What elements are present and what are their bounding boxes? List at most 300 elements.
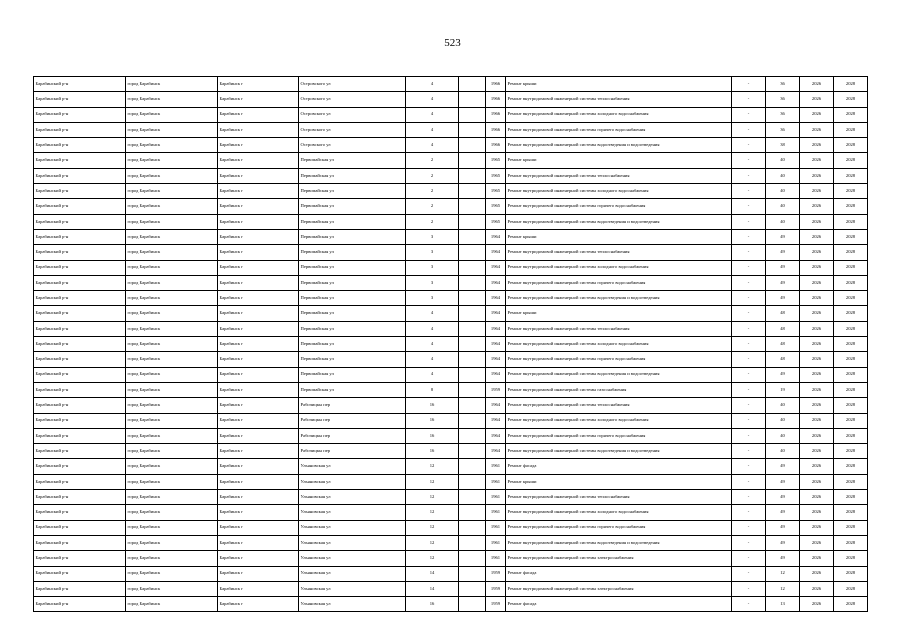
cell-street: Ульяновская ул — [299, 474, 406, 489]
cell-district: Барабинский р-н — [34, 474, 126, 489]
cell-plan-year-start: 2026 — [800, 581, 834, 596]
cell-work-type: Ремонт внутридомовой инженерной системы водоотведения и водоотведения — [506, 291, 732, 306]
cell-settlement: город Барабинск — [126, 520, 218, 535]
cell-district: Барабинский р-н — [34, 444, 126, 459]
cell-district: Барабинский р-н — [34, 199, 126, 214]
cell-street: Ульяновская ул — [299, 459, 406, 474]
cell-area: 49 — [766, 505, 800, 520]
cell-building — [459, 107, 486, 122]
cell-blank: - — [732, 444, 766, 459]
cell-area: 48 — [766, 352, 800, 367]
table-row — [34, 505, 868, 520]
table-row — [34, 597, 868, 612]
cell-area: 49 — [766, 260, 800, 275]
cell-settlement: город Барабинск — [126, 153, 218, 168]
table-row — [34, 306, 868, 321]
cell-area: 38 — [766, 138, 800, 153]
cell-street: Ульяновская ул — [299, 581, 406, 596]
cell-district: Барабинский р-н — [34, 122, 126, 137]
cell-locality: Барабинск г — [218, 551, 299, 566]
cell-district: Барабинский р-н — [34, 321, 126, 336]
cell-settlement: город Барабинск — [126, 184, 218, 199]
cell-district: Барабинский р-н — [34, 184, 126, 199]
cell-blank: - — [732, 551, 766, 566]
repair-schedule-table — [33, 76, 868, 612]
cell-plan-year-end: 2028 — [834, 122, 868, 137]
cell-building — [459, 428, 486, 443]
cell-plan-year-start: 2026 — [800, 199, 834, 214]
cell-blank: - — [732, 337, 766, 352]
cell-blank: - — [732, 474, 766, 489]
cell-area: 19 — [766, 382, 800, 397]
table-row — [34, 153, 868, 168]
cell-settlement: город Барабинск — [126, 168, 218, 183]
cell-settlement: город Барабинск — [126, 444, 218, 459]
cell-area: 49 — [766, 275, 800, 290]
cell-plan-year-start: 2026 — [800, 490, 834, 505]
cell-plan-year-end: 2028 — [834, 566, 868, 581]
cell-settlement: город Барабинск — [126, 382, 218, 397]
cell-plan-year-end: 2028 — [834, 367, 868, 382]
cell-year-built: 1964 — [486, 337, 506, 352]
cell-building — [459, 367, 486, 382]
cell-work-type: Ремонт внутридомовой инженерной системы электроснабжения — [506, 551, 732, 566]
cell-building — [459, 138, 486, 153]
cell-plan-year-end: 2028 — [834, 398, 868, 413]
cell-plan-year-start: 2026 — [800, 245, 834, 260]
cell-area: 40 — [766, 398, 800, 413]
cell-house-number: 3 — [406, 260, 459, 275]
cell-district: Барабинский р-н — [34, 581, 126, 596]
cell-street: Первомайская ул — [299, 367, 406, 382]
cell-year-built: 1959 — [486, 566, 506, 581]
cell-district: Барабинский р-н — [34, 92, 126, 107]
cell-locality: Барабинск г — [218, 306, 299, 321]
cell-street: Первомайская ул — [299, 291, 406, 306]
cell-house-number: 12 — [406, 490, 459, 505]
page-number: 523 — [444, 37, 461, 49]
table-row — [34, 551, 868, 566]
cell-settlement: город Барабинск — [126, 291, 218, 306]
cell-settlement: город Барабинск — [126, 597, 218, 612]
cell-plan-year-end: 2028 — [834, 153, 868, 168]
cell-locality: Барабинск г — [218, 260, 299, 275]
cell-blank: - — [732, 505, 766, 520]
cell-work-type: Ремонт внутридомовой инженерной системы горячего водоснабжения — [506, 275, 732, 290]
cell-year-built: 1959 — [486, 382, 506, 397]
table-row — [34, 77, 868, 92]
cell-plan-year-start: 2026 — [800, 92, 834, 107]
cell-building — [459, 122, 486, 137]
cell-year-built: 1961 — [486, 551, 506, 566]
cell-year-built: 1964 — [486, 444, 506, 459]
cell-house-number: 14 — [406, 581, 459, 596]
cell-house-number: 3 — [406, 245, 459, 260]
cell-building — [459, 444, 486, 459]
cell-street: Первомайская ул — [299, 321, 406, 336]
table-row — [34, 428, 868, 443]
cell-blank: - — [732, 428, 766, 443]
cell-plan-year-end: 2028 — [834, 306, 868, 321]
cell-settlement: город Барабинск — [126, 77, 218, 92]
cell-work-type: Ремонт фасада — [506, 459, 732, 474]
cell-plan-year-end: 2028 — [834, 505, 868, 520]
cell-building — [459, 520, 486, 535]
cell-building — [459, 337, 486, 352]
cell-settlement: город Барабинск — [126, 122, 218, 137]
cell-street: Ульяновская ул — [299, 520, 406, 535]
cell-blank: - — [732, 168, 766, 183]
cell-building — [459, 566, 486, 581]
cell-blank: - — [732, 77, 766, 92]
cell-year-built: 1964 — [486, 229, 506, 244]
cell-district: Барабинский р-н — [34, 428, 126, 443]
cell-plan-year-start: 2026 — [800, 214, 834, 229]
cell-plan-year-end: 2028 — [834, 352, 868, 367]
table-row — [34, 214, 868, 229]
cell-plan-year-end: 2028 — [834, 77, 868, 92]
cell-area: 49 — [766, 474, 800, 489]
cell-plan-year-start: 2026 — [800, 413, 834, 428]
cell-plan-year-end: 2028 — [834, 92, 868, 107]
table-row — [34, 229, 868, 244]
cell-locality: Барабинск г — [218, 566, 299, 581]
cell-locality: Барабинск г — [218, 535, 299, 550]
cell-year-built: 1965 — [486, 214, 506, 229]
cell-locality: Барабинск г — [218, 321, 299, 336]
cell-district: Барабинский р-н — [34, 168, 126, 183]
cell-plan-year-start: 2026 — [800, 367, 834, 382]
cell-blank: - — [732, 138, 766, 153]
cell-street: Островского ул — [299, 92, 406, 107]
cell-area: 36 — [766, 107, 800, 122]
cell-locality: Барабинск г — [218, 352, 299, 367]
cell-work-type: Ремонт крыши — [506, 474, 732, 489]
cell-area: 49 — [766, 459, 800, 474]
cell-settlement: город Барабинск — [126, 535, 218, 550]
table-row — [34, 337, 868, 352]
cell-blank: - — [732, 581, 766, 596]
cell-district: Барабинский р-н — [34, 535, 126, 550]
cell-blank: - — [732, 229, 766, 244]
cell-settlement: город Барабинск — [126, 245, 218, 260]
cell-year-built: 1964 — [486, 321, 506, 336]
cell-plan-year-start: 2026 — [800, 474, 834, 489]
cell-plan-year-start: 2026 — [800, 291, 834, 306]
cell-locality: Барабинск г — [218, 153, 299, 168]
cell-year-built: 1964 — [486, 398, 506, 413]
cell-street: Рабочицкы пер — [299, 398, 406, 413]
cell-district: Барабинский р-н — [34, 107, 126, 122]
cell-area: 48 — [766, 337, 800, 352]
cell-plan-year-start: 2026 — [800, 306, 834, 321]
cell-plan-year-end: 2028 — [834, 229, 868, 244]
cell-building — [459, 275, 486, 290]
cell-year-built: 1966 — [486, 107, 506, 122]
cell-work-type: Ремонт крыши — [506, 77, 732, 92]
cell-locality: Барабинск г — [218, 229, 299, 244]
cell-blank: - — [732, 520, 766, 535]
cell-work-type: Ремонт внутридомовой инженерной системы водоотведения и водоотведения — [506, 367, 732, 382]
cell-blank: - — [732, 367, 766, 382]
cell-street: Рабочицкы пер — [299, 444, 406, 459]
cell-district: Барабинский р-н — [34, 505, 126, 520]
cell-house-number: 2 — [406, 153, 459, 168]
cell-locality: Барабинск г — [218, 214, 299, 229]
cell-house-number: 12 — [406, 459, 459, 474]
cell-settlement: город Барабинск — [126, 306, 218, 321]
cell-settlement: город Барабинск — [126, 138, 218, 153]
cell-street: Первомайская ул — [299, 260, 406, 275]
cell-plan-year-start: 2026 — [800, 138, 834, 153]
cell-building — [459, 490, 486, 505]
cell-area: 49 — [766, 291, 800, 306]
table-row — [34, 275, 868, 290]
cell-work-type: Ремонт крыши — [506, 306, 732, 321]
cell-plan-year-start: 2026 — [800, 168, 834, 183]
cell-blank: - — [732, 398, 766, 413]
cell-building — [459, 551, 486, 566]
cell-street: Островского ул — [299, 77, 406, 92]
cell-plan-year-end: 2028 — [834, 490, 868, 505]
cell-area: 12 — [766, 581, 800, 596]
cell-blank: - — [732, 413, 766, 428]
cell-plan-year-start: 2026 — [800, 77, 834, 92]
cell-blank: - — [732, 199, 766, 214]
cell-house-number: 2 — [406, 199, 459, 214]
cell-locality: Барабинск г — [218, 428, 299, 443]
cell-settlement: город Барабинск — [126, 367, 218, 382]
cell-plan-year-start: 2026 — [800, 459, 834, 474]
cell-district: Барабинский р-н — [34, 291, 126, 306]
cell-work-type: Ремонт внутридомовой инженерной системы теплоснабжения — [506, 321, 732, 336]
table-row — [34, 581, 868, 596]
cell-year-built: 1964 — [486, 291, 506, 306]
cell-street: Ульяновская ул — [299, 551, 406, 566]
cell-blank: - — [732, 214, 766, 229]
cell-house-number: 16 — [406, 398, 459, 413]
cell-building — [459, 474, 486, 489]
cell-settlement: город Барабинск — [126, 551, 218, 566]
table-row — [34, 291, 868, 306]
cell-street: Первомайская ул — [299, 168, 406, 183]
cell-work-type: Ремонт внутридомовой инженерной системы горячего водоснабжения — [506, 520, 732, 535]
cell-district: Барабинский р-н — [34, 260, 126, 275]
cell-house-number: 4 — [406, 337, 459, 352]
cell-year-built: 1961 — [486, 459, 506, 474]
cell-plan-year-end: 2028 — [834, 260, 868, 275]
cell-plan-year-end: 2028 — [834, 444, 868, 459]
cell-locality: Барабинск г — [218, 168, 299, 183]
cell-locality: Барабинск г — [218, 138, 299, 153]
cell-street: Островского ул — [299, 138, 406, 153]
cell-house-number: 12 — [406, 535, 459, 550]
cell-house-number: 14 — [406, 566, 459, 581]
cell-area: 49 — [766, 367, 800, 382]
cell-building — [459, 597, 486, 612]
cell-district: Барабинский р-н — [34, 597, 126, 612]
cell-blank: - — [732, 122, 766, 137]
cell-building — [459, 413, 486, 428]
cell-house-number: 3 — [406, 275, 459, 290]
table-row — [34, 382, 868, 397]
cell-locality: Барабинск г — [218, 505, 299, 520]
cell-year-built: 1961 — [486, 520, 506, 535]
cell-plan-year-end: 2028 — [834, 428, 868, 443]
cell-district: Барабинский р-н — [34, 382, 126, 397]
cell-year-built: 1965 — [486, 153, 506, 168]
cell-area: 40 — [766, 444, 800, 459]
cell-locality: Барабинск г — [218, 291, 299, 306]
cell-plan-year-end: 2028 — [834, 551, 868, 566]
table-row — [34, 535, 868, 550]
cell-plan-year-start: 2026 — [800, 153, 834, 168]
cell-district: Барабинский р-н — [34, 367, 126, 382]
cell-building — [459, 306, 486, 321]
cell-work-type: Ремонт внутридомовой инженерной системы холодного водоснабжения — [506, 260, 732, 275]
cell-plan-year-start: 2026 — [800, 597, 834, 612]
table-row — [34, 566, 868, 581]
cell-street: Первомайская ул — [299, 214, 406, 229]
cell-plan-year-start: 2026 — [800, 551, 834, 566]
cell-house-number: 12 — [406, 551, 459, 566]
cell-work-type: Ремонт внутридомовой инженерной системы холодного водоснабжения — [506, 184, 732, 199]
cell-blank: - — [732, 291, 766, 306]
cell-work-type: Ремонт внутридомовой инженерной системы холодного водоснабжения — [506, 107, 732, 122]
table-row — [34, 168, 868, 183]
cell-house-number: 12 — [406, 520, 459, 535]
cell-plan-year-start: 2026 — [800, 428, 834, 443]
cell-plan-year-start: 2026 — [800, 398, 834, 413]
cell-settlement: город Барабинск — [126, 260, 218, 275]
cell-building — [459, 92, 486, 107]
cell-house-number: 12 — [406, 505, 459, 520]
table-row — [34, 398, 868, 413]
cell-house-number: 4 — [406, 107, 459, 122]
cell-plan-year-end: 2028 — [834, 275, 868, 290]
cell-area: 40 — [766, 428, 800, 443]
cell-district: Барабинский р-н — [34, 77, 126, 92]
cell-plan-year-end: 2028 — [834, 474, 868, 489]
cell-work-type: Ремонт внутридомовой инженерной системы теплоснабжения — [506, 92, 732, 107]
cell-year-built: 1959 — [486, 581, 506, 596]
cell-building — [459, 291, 486, 306]
cell-area: 49 — [766, 229, 800, 244]
cell-year-built: 1966 — [486, 92, 506, 107]
table-body — [34, 77, 868, 612]
cell-work-type: Ремонт внутридомовой инженерной системы теплоснабжения — [506, 245, 732, 260]
cell-year-built: 1961 — [486, 474, 506, 489]
cell-street: Первомайская ул — [299, 229, 406, 244]
cell-year-built: 1965 — [486, 199, 506, 214]
cell-locality: Барабинск г — [218, 337, 299, 352]
cell-house-number: 4 — [406, 92, 459, 107]
cell-year-built: 1965 — [486, 184, 506, 199]
cell-building — [459, 214, 486, 229]
cell-building — [459, 459, 486, 474]
cell-plan-year-end: 2028 — [834, 168, 868, 183]
cell-locality: Барабинск г — [218, 490, 299, 505]
cell-house-number: 2 — [406, 184, 459, 199]
cell-locality: Барабинск г — [218, 459, 299, 474]
cell-street: Первомайская ул — [299, 275, 406, 290]
cell-blank: - — [732, 184, 766, 199]
cell-plan-year-end: 2028 — [834, 138, 868, 153]
table-row — [34, 474, 868, 489]
cell-house-number: 3 — [406, 291, 459, 306]
cell-plan-year-end: 2028 — [834, 597, 868, 612]
cell-house-number: 2 — [406, 214, 459, 229]
cell-building — [459, 245, 486, 260]
cell-blank: - — [732, 275, 766, 290]
cell-work-type: Ремонт внутридомовой инженерной системы холодного водоснабжения — [506, 413, 732, 428]
cell-district: Барабинский р-н — [34, 459, 126, 474]
cell-district: Барабинский р-н — [34, 490, 126, 505]
cell-settlement: город Барабинск — [126, 459, 218, 474]
cell-plan-year-start: 2026 — [800, 520, 834, 535]
cell-plan-year-start: 2026 — [800, 321, 834, 336]
cell-work-type: Ремонт внутридомовой инженерной системы теплоснабжения — [506, 490, 732, 505]
cell-year-built: 1964 — [486, 245, 506, 260]
cell-year-built: 1966 — [486, 138, 506, 153]
table-row — [34, 199, 868, 214]
cell-work-type: Ремонт крыши — [506, 229, 732, 244]
cell-district: Барабинский р-н — [34, 138, 126, 153]
cell-plan-year-end: 2028 — [834, 382, 868, 397]
cell-locality: Барабинск г — [218, 597, 299, 612]
cell-area: 48 — [766, 306, 800, 321]
cell-house-number: 4 — [406, 77, 459, 92]
cell-plan-year-end: 2028 — [834, 107, 868, 122]
cell-street: Ульяновская ул — [299, 505, 406, 520]
cell-house-number: 12 — [406, 474, 459, 489]
cell-house-number: 4 — [406, 367, 459, 382]
cell-locality: Барабинск г — [218, 474, 299, 489]
table-row — [34, 245, 868, 260]
cell-plan-year-start: 2026 — [800, 107, 834, 122]
cell-locality: Барабинск г — [218, 184, 299, 199]
cell-district: Барабинский р-н — [34, 566, 126, 581]
cell-work-type: Ремонт внутридомовой инженерной системы теплоснабжения — [506, 398, 732, 413]
cell-building — [459, 229, 486, 244]
cell-street: Первомайская ул — [299, 382, 406, 397]
cell-settlement: город Барабинск — [126, 92, 218, 107]
cell-blank: - — [732, 352, 766, 367]
cell-street: Рабочицкы пер — [299, 413, 406, 428]
cell-area: 49 — [766, 520, 800, 535]
cell-district: Барабинский р-н — [34, 352, 126, 367]
cell-house-number: 4 — [406, 352, 459, 367]
cell-plan-year-start: 2026 — [800, 382, 834, 397]
cell-building — [459, 581, 486, 596]
cell-settlement: город Барабинск — [126, 229, 218, 244]
cell-locality: Барабинск г — [218, 77, 299, 92]
cell-blank: - — [732, 245, 766, 260]
cell-house-number: 16 — [406, 597, 459, 612]
table-row — [34, 367, 868, 382]
cell-area: 49 — [766, 490, 800, 505]
cell-building — [459, 168, 486, 183]
table-row — [34, 107, 868, 122]
cell-blank: - — [732, 566, 766, 581]
cell-settlement: город Барабинск — [126, 398, 218, 413]
cell-area: 40 — [766, 199, 800, 214]
cell-locality: Барабинск г — [218, 581, 299, 596]
cell-street: Первомайская ул — [299, 306, 406, 321]
cell-settlement: город Барабинск — [126, 337, 218, 352]
table-row — [34, 184, 868, 199]
cell-locality: Барабинск г — [218, 92, 299, 107]
